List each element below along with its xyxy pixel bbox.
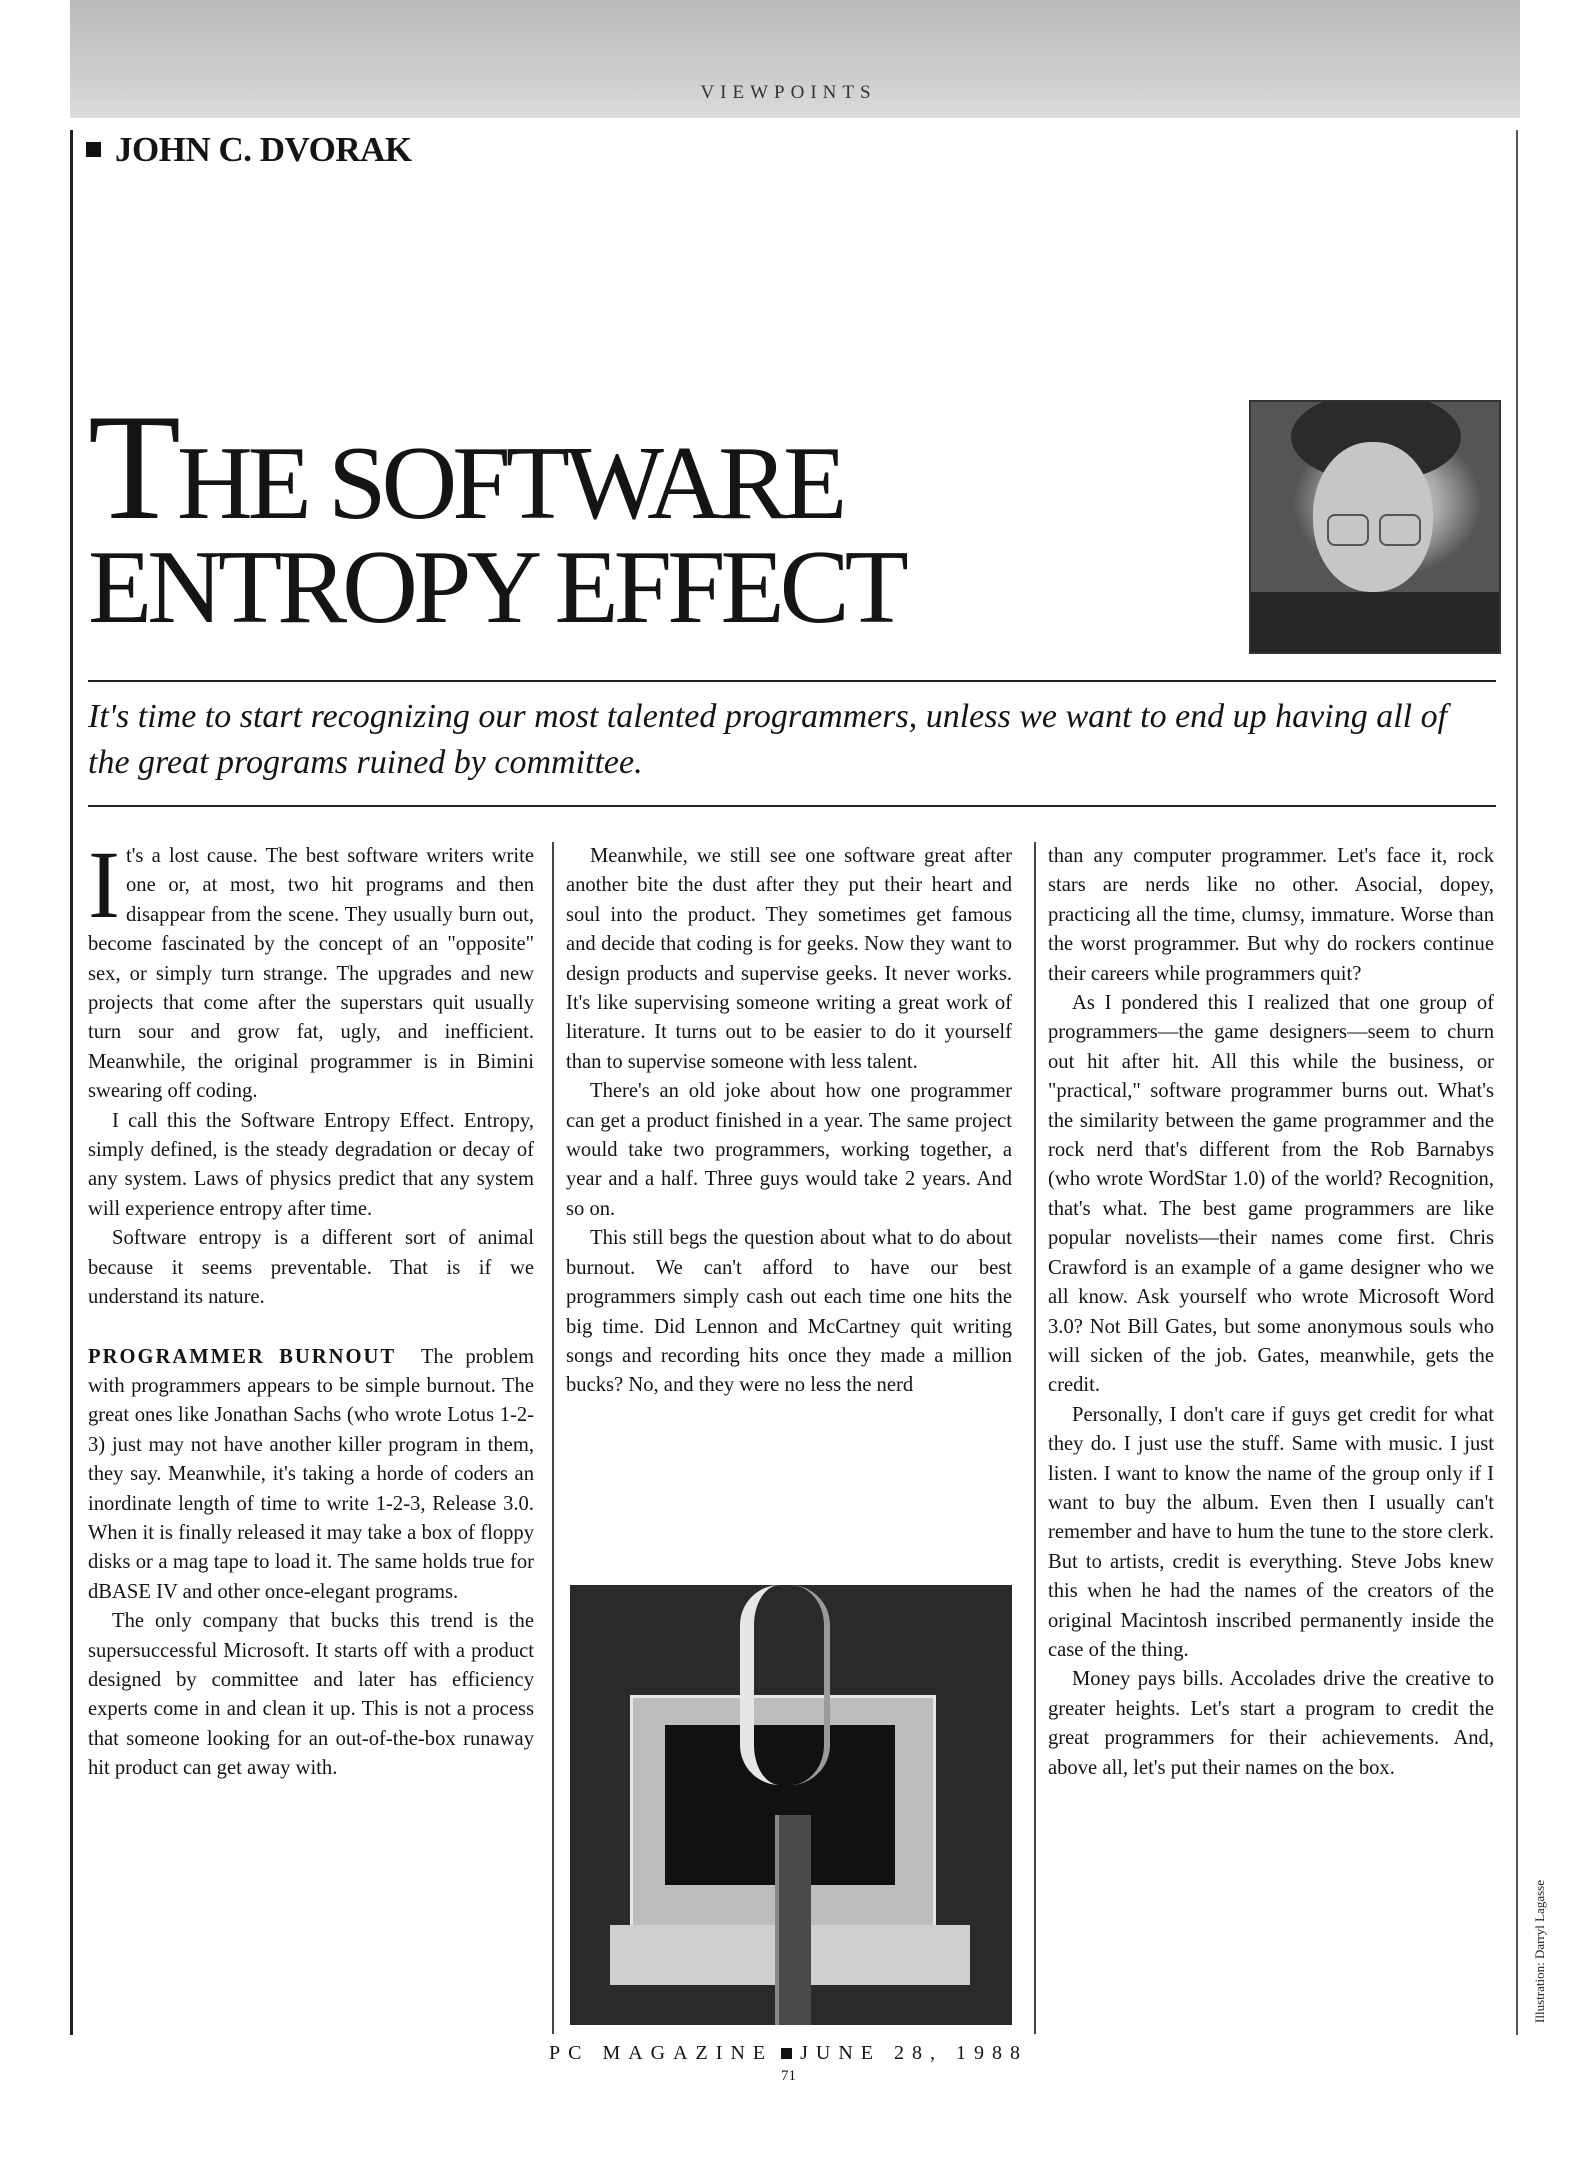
paragraph: I call this the Software Entropy Effect. Entropy, simply defined, is the steady degradation or decay of any system. Laws of physics predict that any system will experience entropy after time.	[88, 1109, 534, 1220]
author-name: JOHN C. DVORAK	[115, 130, 412, 169]
article-title	[88, 383, 1068, 645]
issue-date: JUNE 28, 1988	[800, 2042, 1028, 2064]
paragraph: There's an old joke about how one programmer can get a product finished in a year. The same project would take two programmers, working together, a year and a half. Three guys would take 2 years. And so on.	[566, 1080, 1012, 1220]
title-initial: T	[88, 383, 177, 551]
paragraph: Software entropy is a different sort of animal because it seems preventable. That is if we understand its nature.	[88, 1227, 534, 1309]
bullet-square-icon	[781, 2048, 792, 2059]
magazine-name: PC MAGAZINE	[548, 2042, 774, 2064]
bullet-square-icon	[86, 142, 101, 157]
column-divider	[1034, 842, 1036, 2034]
author-photo	[1249, 400, 1501, 654]
right-rule	[1516, 130, 1518, 2035]
paragraph: As I pondered this I realized that one group of programmers—the game designers—seem to churn out hit after hit. All this while the business, or "practical," software programmer burns out. What's the similarity between the game programmer and the rock nerd that's different from the Rob Barnabys (who wrote WordStar 1.0) of the world? Recognition, that's what. The best game programmers are like popular novelists—their names come first. Chris Crawford is an example of a game designer who we all know. Ask yourself who wrote Microsoft Word 3.0? Not Bill Gates, but some anonymous souls who will sicken of the job. Gates, meanwhile, gets the credit.	[1048, 992, 1494, 1397]
subhead: PROGRAMMER BURNOUT	[88, 1345, 397, 1368]
column-2	[566, 842, 1012, 1401]
page-footer	[0, 2042, 1577, 2065]
column-1	[88, 831, 534, 1784]
drop-cap: I	[88, 831, 120, 938]
paragraph: It's a lost cause. The best software writers write one or, at most, two hit programs and then disappear from the scene. They usually burn out, become fascinated by the concept of an "opposite" sex, or simply turn strange. The upgrades and new projects that come after the superstars quit usually turn sour and grow fat, ugly, and inefficient. Meanwhile, the original programmer is in Bimini swearing off coding.	[88, 831, 534, 1103]
page-number: 71	[781, 2068, 796, 2084]
deck-rule-bottom	[88, 805, 1496, 807]
section-label: VIEWPOINTS	[700, 82, 877, 103]
illustration	[570, 1585, 1012, 2025]
author-byline	[86, 130, 412, 170]
paragraph: PROGRAMMER BURNOUT The problem with programmers appears to be simple burnout. The great ones like Jonathan Sachs (who wrote Lotus 1-2-3) just may not have another killer program in them, they say. Meanwhile, it's taking a horde of coders an inordinate length of time to write 1-2-3, Release 3.0. When it is finally released it may take a box of floppy disks or a mag tape to load it. The same holds true for dBASE IV and other once-elegant programs.	[88, 1345, 534, 1603]
deck-rule-top	[88, 680, 1496, 682]
illustration-credit: Illustration: Darryl Lagasse	[1532, 1880, 1547, 2023]
column-3	[1048, 842, 1494, 1783]
paragraph: This still begs the question about what to do about burnout. We can't afford to have our best programmers simply cash out each time one hits the big time. Did Lennon and McCartney quit writing songs and recording hits once they made a million bucks? No, and they were no less the nerd	[566, 1227, 1012, 1397]
title-line1: HE SOFTWARE	[176, 424, 843, 541]
paragraph: Personally, I don't care if guys get credit for what they do. I just use the stuff. Same with music. I just listen. I want to know the name of the group only if I want to buy the album. Even then I usually can't remember and have to hum the tune to the store clerk. But to artists, credit is everything. Steve Jobs knew this when he had the names of the creators of the original Macintosh inscribed permanently inside the case of the thing.	[1048, 1403, 1494, 1661]
paragraph: Meanwhile, we still see one software great after another bite the dust after they put their heart and soul into the product. They sometimes get famous and decide that coding is for geeks. Now they want to design products and supervise geeks. It never works. It's like supervising someone writing a great work of literature. It turns out to be easier to do it yourself than to supervise someone with less talent.	[566, 845, 1012, 1073]
paragraph: Money pays bills. Accolades drive the creative to greater heights. Let's start a program to credit the great programmers for their achievements. And, above all, let's put their names on the box.	[1048, 1668, 1494, 1779]
article-deck: It's time to start recognizing our most talented programmers, unless we want to end up having all of the great programs ruined by committee.	[88, 698, 1448, 781]
column-divider	[552, 842, 554, 2034]
left-rule	[70, 130, 73, 2035]
paragraph: The only company that bucks this trend is the supersuccessful Microsoft. It starts off with a product designed by committee and later has efficiency experts come in and clean it up. This is not a process that someone looking for an out-of-the-box runaway hit product can get away with.	[88, 1610, 534, 1780]
paragraph: than any computer programmer. Let's face it, rock stars are nerds like no other. Asocial, dopey, practicing all the time, clumsy, immature. Worse than the worst programmer. But why do rockers continue their careers while programmers quit?	[1048, 845, 1494, 985]
title-line2: ENTROPY EFFECT	[88, 528, 904, 645]
